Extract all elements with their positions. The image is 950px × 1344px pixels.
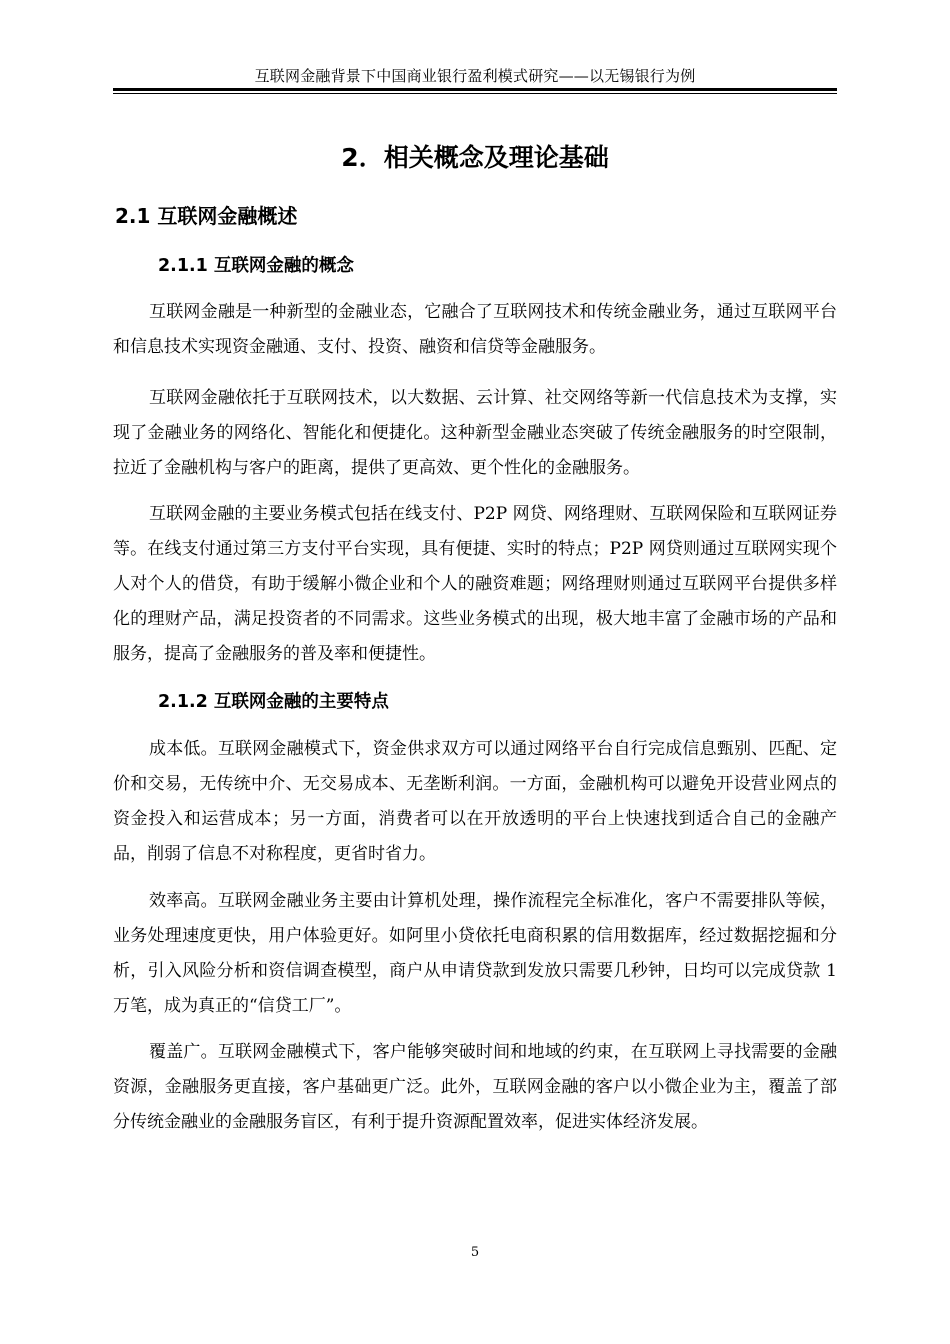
paragraph: 互联网金融依托于互联网技术，以大数据、云计算、社交网络等新一代信息技术为支撑，实现了金融业务的网络化、智能化和便捷化。这种新型金融业态突破了传统金融服务的时空限制，拉近了金融机构与客户的距离，提供了更高效、更个性化的金融服务。 [113, 388, 837, 478]
chapter-title: 2．相关概念及理论基础 [341, 143, 609, 172]
subsection-title-2-1-2: 2.1.2 互联网金融的主要特点 [158, 692, 389, 712]
running-header: 互联网金融背景下中国商业银行盈利模式研究——以无锡银行为例 [254, 67, 696, 85]
page-number: 5 [470, 1245, 480, 1260]
paragraph: 覆盖广。互联网金融模式下，客户能够突破时间和地域的约束，在互联网上寻找需要的金融资源，金融服务更直接，客户基础更广泛。此外，互联网金融的客户以小微企业为主，覆盖了部分传统金融业的金融服务盲区，有利于提升资源配置效率，促进实体经济发展。 [113, 1042, 837, 1132]
paragraph: 效率高。互联网金融业务主要由计算机处理，操作流程完全标准化，客户不需要排队等候，业务处理速度更快，用户体验更好。如阿里小贷依托电商积累的信用数据库，经过数据挖掘和分析，引入风险分析和资信调查模型，商户从申请贷款到发放只需要几秒钟，日均可以完成贷款 1 万笔，成为真正的“信贷工厂”。 [113, 891, 837, 1016]
paragraph: 成本低。互联网金融模式下，资金供求双方可以通过网络平台自行完成信息甄别、匹配、定价和交易，无传统中介、无交易成本、无垄断利润。一方面，金融机构可以避免开设营业网点的资金投入和运营成本；另一方面，消费者可以在开放透明的平台上快速找到适合自己的金融产品，削弱了信息不对称程度，更省时省力。 [113, 739, 837, 864]
header-rule-thick [113, 88, 837, 91]
section-title: 2.1 互联网金融概述 [115, 204, 298, 228]
subsection-title-2-1-1: 2.1.1 互联网金融的概念 [158, 256, 354, 276]
paragraph: 互联网金融是一种新型的金融业态，它融合了互联网技术和传统金融业务，通过互联网平台和信息技术实现资金融通、支付、投资、融资和信贷等金融服务。 [113, 302, 837, 357]
paragraph: 互联网金融的主要业务模式包括在线支付、P2P 网贷、网络理财、互联网保险和互联网证券等。在线支付通过第三方支付平台实现，具有便捷、实时的特点；P2P 网贷则通过互联网实现个人对个人的借贷，有助于缓解小微企业和个人的融资难题；网络理财则通过互联网平台提供多样化的理财产品，满足投资者的不同需求。这些业务模式的出现，极大地丰富了金融市场的产品和服务，提高了金融服务的普及率和便捷性。 [113, 504, 837, 664]
header-rule-thin [113, 93, 837, 94]
